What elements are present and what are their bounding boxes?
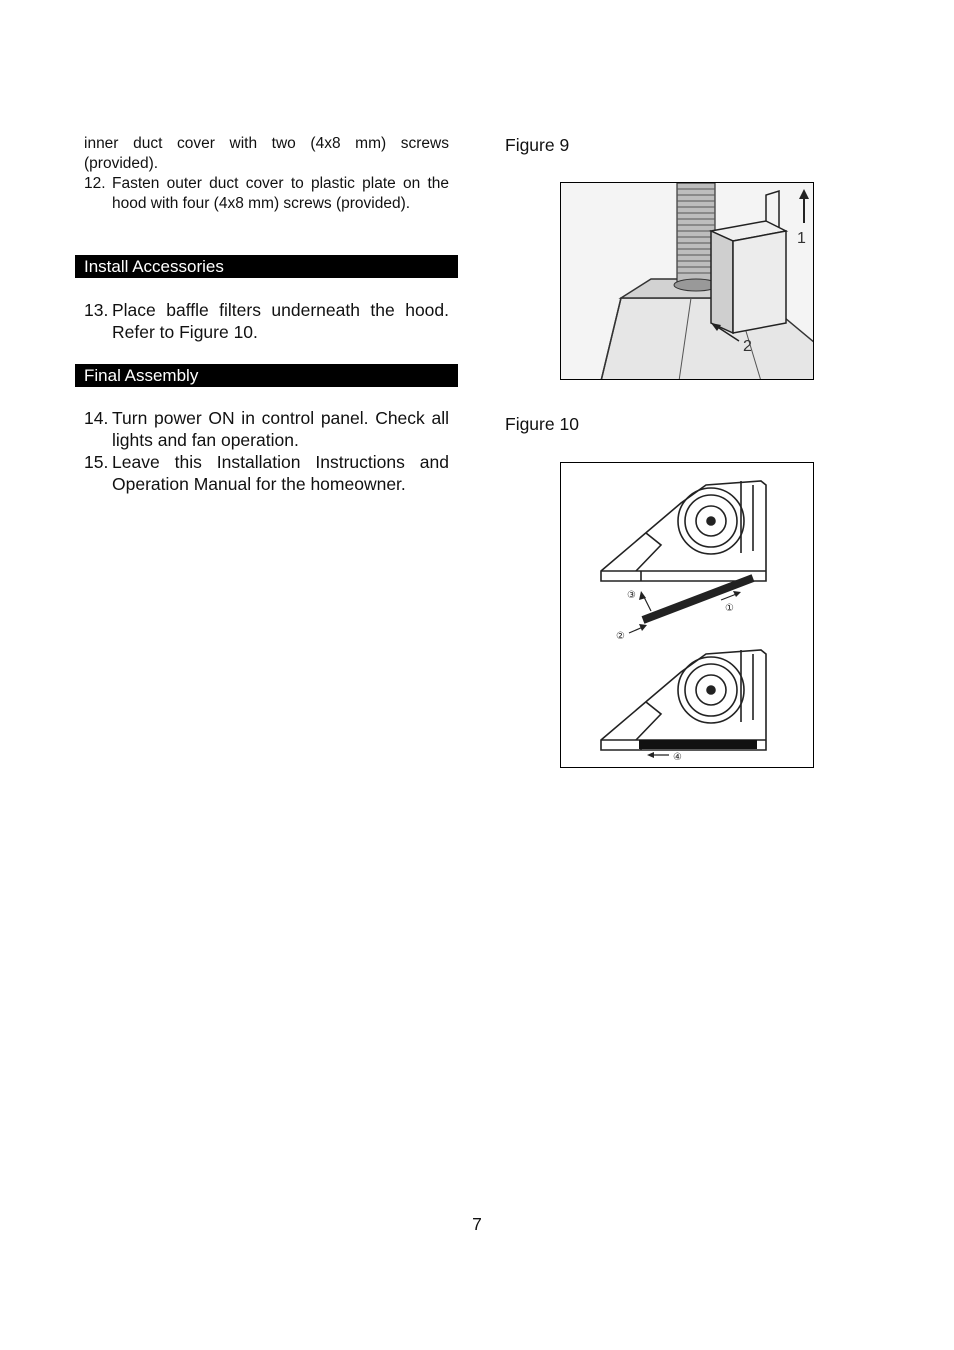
- hood-with-filter-installed: [601, 650, 766, 750]
- continued-text: inner duct cover with two (4x8 mm) screws (provided).: [84, 135, 449, 172]
- step-12: [84, 174, 449, 214]
- step-text: Place baffle filters underneath the hood. Refer to Figure 10.: [112, 300, 449, 342]
- callout-2: 2: [743, 338, 752, 355]
- step-text: Turn power ON in control panel. Check all lights and fan operation.: [112, 408, 449, 450]
- step-13: [84, 299, 449, 343]
- steps-14-15: [84, 407, 449, 495]
- baffle-filter: [629, 578, 753, 633]
- step-number: 15.: [84, 452, 109, 472]
- figure-10-image: [560, 462, 814, 768]
- hood-with-filter-out: [601, 481, 766, 581]
- step-text: Leave this Installation Instructions and Operation Manual for the homeowner.: [112, 452, 449, 494]
- figure-9-drawing: [561, 183, 814, 380]
- figure-10-label: Figure 10: [505, 414, 579, 434]
- section-heading-install-accessories: Install Accessories: [75, 255, 458, 278]
- figure-9-label: Figure 9: [505, 135, 570, 155]
- callout-4: ④: [673, 752, 682, 763]
- step-15: [84, 451, 449, 495]
- callout-1: ①: [725, 603, 734, 614]
- callout-3: ③: [627, 590, 636, 601]
- step-number: 12.: [84, 175, 106, 192]
- section-heading-final-assembly: Final Assembly: [75, 364, 458, 387]
- page-number: 7: [472, 1214, 482, 1234]
- step-14: [84, 407, 449, 451]
- step-text: Fasten outer duct cover to plastic plate on the hood with four (4x8 mm) screws (provided).: [112, 175, 449, 212]
- figure-9-image: [560, 182, 814, 380]
- callout-1: 1: [797, 230, 806, 247]
- step-number: 14.: [84, 408, 109, 428]
- callout-2: ②: [616, 631, 625, 642]
- step-number: 13.: [84, 300, 109, 320]
- step-11-continued: [84, 134, 449, 214]
- figure-10-drawing: [561, 463, 814, 768]
